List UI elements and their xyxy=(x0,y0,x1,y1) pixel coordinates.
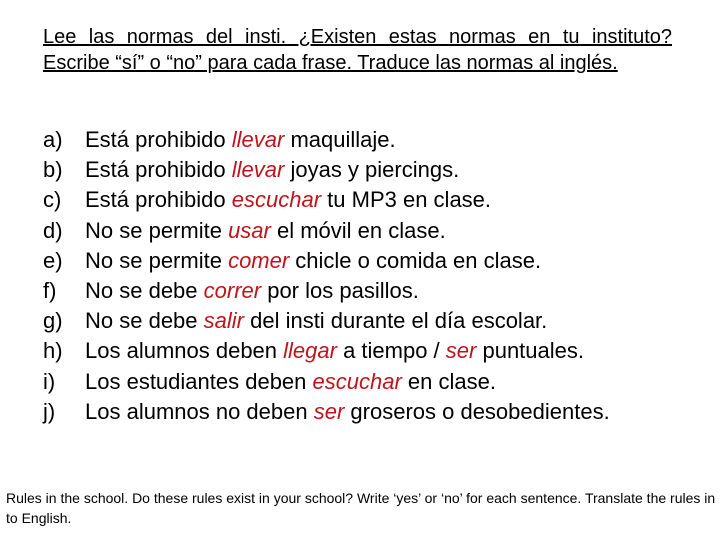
rule-verb: llevar xyxy=(231,127,285,152)
rule-text-after: del insti durante el día escolar. xyxy=(243,308,548,334)
rules-list xyxy=(43,125,703,427)
rule-item xyxy=(43,367,703,397)
rule-item xyxy=(43,155,703,185)
rule-text-after: por los pasillos. xyxy=(261,278,419,304)
rule-text-before: Está prohibido xyxy=(85,187,232,213)
rule-text-before: No se debe xyxy=(85,308,204,334)
rule-letter: j) xyxy=(43,398,56,424)
rule-text xyxy=(85,125,396,155)
rule-text-before: Está prohibido xyxy=(85,127,232,152)
rule-text xyxy=(85,185,491,215)
rule-text-before: No se debe xyxy=(85,278,204,304)
rule-letter: g) xyxy=(43,308,63,334)
rule-letter: e) xyxy=(43,247,63,273)
rule-text xyxy=(85,246,541,276)
rule-verb: escuchar xyxy=(231,187,322,213)
rule-verb: salir xyxy=(203,308,244,334)
rule-text-before: Los estudiantes deben xyxy=(85,368,313,394)
rule-item xyxy=(43,216,703,246)
rule-verb: llegar xyxy=(283,338,337,364)
rule-text xyxy=(85,306,547,336)
rule-item xyxy=(43,397,703,427)
spanish-instructions: Lee las normas del insti. ¿Existen estas normas en tu instituto? Escribe “sí” o “no” para cada frase. Traduce las normas al inglés. xyxy=(43,26,672,74)
rule-letter: d) xyxy=(43,217,63,243)
rule-item xyxy=(43,306,703,336)
rule-item xyxy=(43,336,703,366)
rule-text xyxy=(85,155,459,185)
rule-text-after: en clase. xyxy=(401,368,496,394)
rule-text-after: tu MP3 en clase. xyxy=(321,187,492,213)
rule-letter: f) xyxy=(43,278,57,304)
rule-letter: a) xyxy=(43,127,63,152)
rule-text-before: Los alumnos no deben xyxy=(85,398,314,424)
rule-text-after: puntuales. xyxy=(476,338,584,364)
rule-item xyxy=(43,125,703,155)
rule-text xyxy=(85,367,496,397)
rule-text-before: Está prohibido xyxy=(85,157,232,183)
rule-item xyxy=(43,246,703,276)
rule-text-before: Los alumnos deben xyxy=(85,338,284,364)
rule-item xyxy=(43,185,703,215)
rule-letter: c) xyxy=(43,187,62,213)
rule-text-middle: a tiempo / xyxy=(336,338,446,364)
rule-letter: b) xyxy=(43,157,63,183)
rule-text xyxy=(85,276,419,306)
rule-text-after: el móvil en clase. xyxy=(270,217,446,243)
rule-letter: h) xyxy=(43,338,63,364)
rule-letter: i) xyxy=(43,368,56,394)
rule-verb: correr xyxy=(203,278,262,304)
rule-item xyxy=(43,276,703,306)
rule-text xyxy=(85,336,584,366)
rule-text xyxy=(85,216,446,246)
rule-verb: llevar xyxy=(231,157,285,183)
rule-verb: escuchar xyxy=(312,368,402,394)
rule-text-after: joyas y piercings. xyxy=(284,157,460,183)
rule-text xyxy=(85,397,610,427)
rule-text-after: chicle o comida en clase. xyxy=(289,247,542,273)
rule-verb: comer xyxy=(228,247,290,273)
rule-text-after: groseros o desobedientes. xyxy=(344,398,610,424)
rule-verb-second: ser xyxy=(445,338,477,364)
rule-verb: ser xyxy=(313,398,345,424)
rule-text-after: maquillaje. xyxy=(284,127,396,152)
english-instructions: Rules in the school. Do these rules exist in your school? Write ‘yes’ or ‘no’ for each sentence. Translate the rules in to English. xyxy=(6,490,716,526)
rule-text-before: No se permite xyxy=(85,247,229,273)
rule-text-before: No se permite xyxy=(85,217,229,243)
rule-verb: usar xyxy=(228,217,271,243)
